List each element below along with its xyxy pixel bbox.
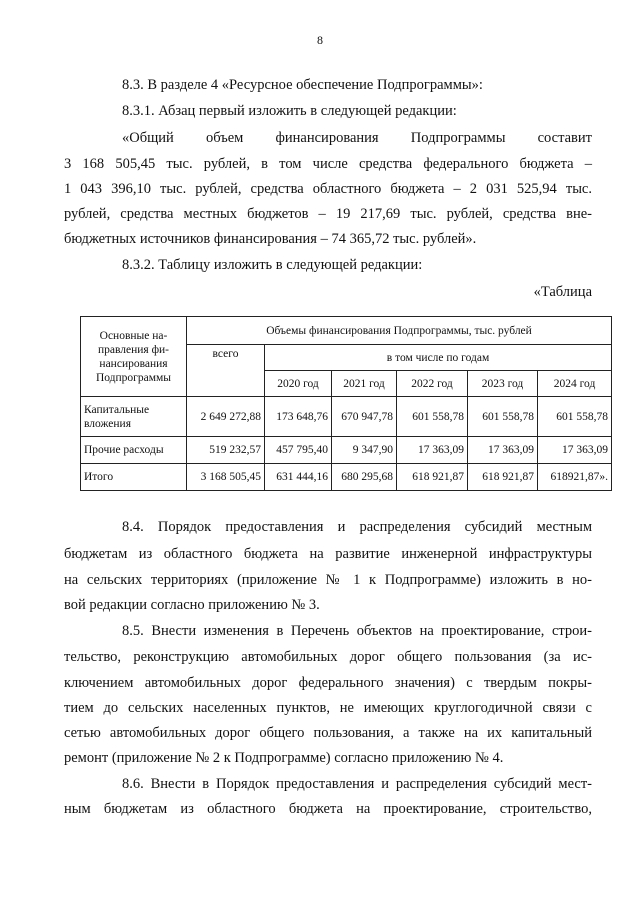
table-cell: 173 648,76 (265, 397, 332, 437)
header-years-group: в том числе по годам (265, 345, 612, 371)
paragraph-8-4-line: на сельских территориях (приложение № 1 к Подпрограмме) изложить в но- (64, 572, 592, 588)
table-cell: 2 649 272,88 (187, 397, 265, 437)
header-main-directions: Основные на- правления фи- нансирования Подпрограммы (81, 317, 187, 397)
table-cell: 618 921,87 (468, 464, 538, 491)
row-label: Прочие расходы (81, 437, 187, 464)
paragraph-8-5-line: тием до сельских населенных пунктов, не имеющих круглогодичной связи с (64, 700, 592, 716)
header-total: всего (187, 345, 265, 397)
financing-table (80, 316, 612, 491)
table-row (81, 464, 612, 491)
table-cell: 601 558,78 (468, 397, 538, 437)
quote-line: 3 168 505,45 тыс. рублей, в том числе средства федерального бюджета – (64, 156, 592, 172)
header-year: 2020 год (265, 371, 332, 397)
row-label: Капитальные вложения (81, 397, 187, 437)
table-cell: 17 363,09 (538, 437, 612, 464)
paragraph-8-4-line: 8.4. Порядок предоставления и распределения субсидий местным (122, 519, 592, 535)
table-cell: 601 558,78 (397, 397, 468, 437)
paragraph-8-4-line: бюджетам из областного бюджета на развитие инженерной инфраструктуры (64, 546, 592, 562)
table-cell: 3 168 505,45 (187, 464, 265, 491)
paragraph-8-3-2: 8.3.2. Таблицу изложить в следующей редакции: (122, 257, 423, 273)
quote-line: бюджетных источников финансирования – 74 365,72 тыс. рублей». (64, 231, 477, 247)
table-cell: 9 347,90 (332, 437, 397, 464)
header-year: 2021 год (332, 371, 397, 397)
table-cell: 17 363,09 (468, 437, 538, 464)
header-year: 2022 год (397, 371, 468, 397)
table-cell: 17 363,09 (397, 437, 468, 464)
table-cell: 680 295,68 (332, 464, 397, 491)
table-cell: 618921,87». (538, 464, 612, 491)
quote-line: 1 043 396,10 тыс. рублей, средства областного бюджета – 2 031 525,94 тыс. (64, 181, 592, 197)
header-year: 2023 год (468, 371, 538, 397)
paragraph-8-5-line: тельство, реконструкцию автомобильных дорог общего пользования (за ис- (64, 649, 592, 665)
paragraph-8-5-line: сетью автомобильных дорог общего пользования, а также на их капитальный (64, 725, 592, 741)
table-cell: 631 444,16 (265, 464, 332, 491)
paragraph-8-5-line: ключением автомобильных дорог федерального значения) с твердым покры- (64, 675, 592, 691)
table-cell: 618 921,87 (397, 464, 468, 491)
table-cell: 519 232,57 (187, 437, 265, 464)
quote-line: рублей, средства местных бюджетов – 19 217,69 тыс. рублей, средства вне- (64, 206, 592, 222)
paragraph-8-4-line: вой редакции согласно приложению № 3. (64, 597, 320, 613)
paragraph-8-3-1: 8.3.1. Абзац первый изложить в следующей редакции: (122, 103, 457, 119)
row-label: Итого (81, 464, 187, 491)
table-cell: 457 795,40 (265, 437, 332, 464)
table-row (81, 437, 612, 464)
paragraph-8-6-line: ным бюджетам из областного бюджета на проектирование, строительство, (64, 801, 592, 817)
quote-line: «Общий объем финансирования Подпрограммы составит (122, 130, 592, 146)
header-volumes: Объемы финансирования Подпрограммы, тыс. рублей (187, 317, 612, 345)
header-year: 2024 год (538, 371, 612, 397)
paragraph-8-6-line: 8.6. Внести в Порядок предоставления и распределения субсидий мест- (122, 776, 592, 792)
table-row (81, 397, 612, 437)
table-caption: «Таблица (533, 284, 592, 300)
table-cell: 670 947,78 (332, 397, 397, 437)
paragraph-8-3: 8.3. В разделе 4 «Ресурсное обеспечение Подпрограммы»: (122, 77, 483, 93)
page-number: 8 (317, 33, 323, 47)
paragraph-8-5-line: 8.5. Внести изменения в Перечень объектов на проектирование, строи- (122, 623, 592, 639)
table-cell: 601 558,78 (538, 397, 612, 437)
paragraph-8-5-line: ремонт (приложение № 2 к Подпрограмме) согласно приложению № 4. (64, 750, 504, 766)
